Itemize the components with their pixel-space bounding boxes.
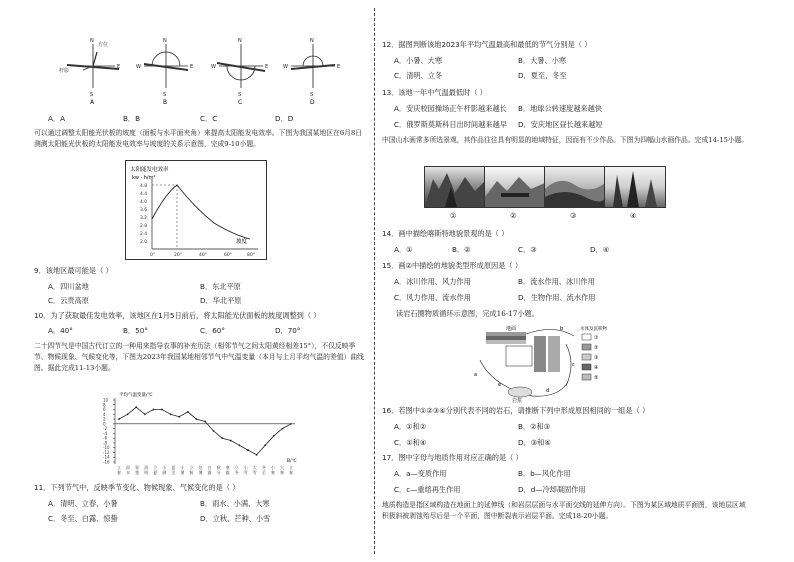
y-tick-label: -14 [103,454,110,460]
svg-text:③: ③ [594,355,599,361]
svg-text:60°: 60° [224,253,232,258]
svg-text:S: S [163,92,167,98]
q16-option-d[interactable]: D．③和④ [518,438,551,447]
intro-18-20: 地质构造是指区域构造在地面上的延伸线（和岩层层面与水平面交线的延伸方向）。下图为某区域地质平面图，该地层区域积极斜被剥蚀殆尽后是一个平面，图中断裂表示岩层平面。完成18-20小题。 [382,501,746,520]
temp-data-point [170,413,172,415]
x-term-label-top: 立 [153,465,158,470]
x-term-label-bottom: 夏 [153,470,158,475]
temp-data-point [213,430,215,432]
svg-text:②: ② [594,345,599,351]
x-term-label-top: 立 [117,465,121,470]
y-tick-label: -4 [103,430,107,436]
q14-option-b[interactable]: B．② [452,245,471,254]
svg-text:4.8: 4.8 [140,184,148,189]
temp-data-point [230,440,232,442]
x-term-label-top: 清 [144,465,149,470]
q9-stem: 9．该地区最可能是（ ） [34,266,113,275]
x-term-label-top: 冬 [261,465,266,470]
q10-option-d[interactable]: D．70° [275,326,301,335]
q15-option-d[interactable]: D．生物作用、流水作用 [518,293,596,302]
efficiency-chart-svg [126,161,266,259]
q11-option-d[interactable]: D．立秋、芒种、小雪 [200,514,271,523]
q13-option-c[interactable]: C．俄罗斯莫斯科日出时间越来越早 [394,120,507,129]
temp-data-point [178,416,180,418]
temp-data-point [144,413,146,415]
q11-stem: 11．下列节气中，反映季节变化、物候现象、气候变化的是（ ） [34,483,240,492]
q8-option-d[interactable]: D．D [275,114,294,123]
x-term-label-bottom: 明 [144,470,149,475]
svg-text:4.4: 4.4 [140,192,148,197]
q16-option-c[interactable]: C．①和④ [394,438,427,447]
temp-data-point [127,413,129,415]
svg-text:40°: 40° [199,253,207,258]
temp-data-point [118,418,120,420]
svg-text:2.4: 2.4 [140,232,148,237]
svg-text:坡度: 坡度 [236,239,248,245]
svg-text:杆影: 杆影 [59,68,70,74]
svg-text:S: S [310,92,314,98]
svg-text:D: D [310,99,315,106]
svg-text:2.8: 2.8 [140,224,148,229]
svg-text:⑤: ⑤ [594,375,599,381]
temp-data-point [256,454,258,456]
temp-data-point [273,435,275,437]
svg-text:20°: 20° [174,253,182,258]
temp-data-point [196,418,198,420]
q12-option-d[interactable]: D．夏至、冬至 [518,71,567,80]
svg-text:N: N [310,38,314,44]
x-term-label-top: 立 [289,465,293,470]
intro-9-10: 可以通过调整太阳能光伏板的坡度（面板与水平面夹角）来提高太阳能发电效率。下图为我国某地区在6月8日测测太阳能光伏板的太阳能发电效率与坡度的关系示意图，完成9-10小题。 [34,129,363,148]
q15-option-c[interactable]: C．风力作用、流水作用 [394,293,471,302]
svg-text:A: A [90,99,95,106]
q9-option-d[interactable]: D．华北平原 [200,296,242,305]
svg-text:a: a [474,372,478,378]
svg-text:d: d [546,388,550,394]
temp-data-point [282,428,284,430]
painting-label-3: ③ [570,211,577,220]
svg-text:S: S [238,92,242,98]
y-tick-label: -6 [103,435,107,441]
temp-chart-ylabel: 平均气温变量/℃ [119,393,153,398]
efficiency-curve [152,185,250,239]
q14-option-d[interactable]: D．④ [590,245,610,254]
x-term-label-bottom: 寒 [270,470,275,475]
q10-stem: 10．为了获取最佳发电效率，该地区在1月5日前后，将太阳能光伏面板的坡度调整到（ ） [34,311,321,320]
painting-label-4: ④ [630,211,637,220]
painting-2 [484,166,546,208]
svg-text:0°: 0° [150,253,156,258]
q16-stem: 16．若图中①②③④分别代表不同的岩石，请推断下列中形成原因相同的一组是（ ） [382,406,650,415]
q11-option-a[interactable]: A．清明、立春、小暑 [48,499,118,508]
q12-stem: 12．据图判断该地2023年平均气温最高和最低的节气分别是（ ） [382,40,592,49]
temp-data-point [135,406,137,408]
q12-option-b[interactable]: B．大暑、小寒 [518,56,567,65]
q13-option-a[interactable]: A．安庆校园操场正午杆影越来越长 [394,104,507,113]
q17-option-b[interactable]: B．b—风化作用 [518,469,571,478]
temp-data-point [161,409,163,411]
x-term-label-bottom: 分 [216,470,221,475]
compass-d [283,38,340,98]
y-tick-label: 2 [103,416,106,422]
x-term-label-top: 夏 [171,465,176,470]
q13-option-d[interactable]: D．安庆地区昼长越来越短 [518,120,603,129]
q14-option-c[interactable]: C．③ [518,245,537,254]
compass-a [59,38,120,98]
q9-option-b[interactable]: B．东北平原 [200,282,241,291]
svg-text:W: W [136,64,141,70]
svg-text:①: ① [594,335,599,341]
q13-stem: 13．该地一年中气温最低时（ ） [382,88,487,97]
q10-option-a[interactable]: A．40° [48,326,73,335]
q11-option-c[interactable]: C．冬至、白露、惊蛰 [48,514,118,523]
svg-text:E: E [190,64,194,70]
temp-chart-unit: B/℃ [287,459,297,464]
efficiency-chart-title: 太阳能发电效率 [130,167,169,173]
svg-text:C: C [238,99,243,106]
q15-stem: 15．画②中描绘的地貌类型形成原因是（ ） [382,261,523,270]
svg-text:E: E [117,64,121,70]
x-term-label-bottom: 寒 [279,470,284,475]
svg-text:N: N [90,38,94,44]
svg-text:方位: 方位 [98,42,109,48]
q17-option-d[interactable]: D．d—冷却凝固作用 [518,485,586,494]
y-tick-label: 8 [103,402,106,408]
q17-option-a[interactable]: A．a—变质作用 [394,469,447,478]
x-term-label-bottom: 雪 [252,470,257,475]
svg-text:W: W [211,64,216,70]
x-term-label-top: 小 [270,465,275,470]
q8-option-b[interactable]: B．B [123,114,141,123]
svg-text:b: b [560,326,564,332]
q16-option-b[interactable]: B．②和③ [518,422,551,431]
q14-option-a[interactable]: A．① [394,245,413,254]
compass-c [211,38,268,98]
q12-option-a[interactable]: A．小暑、大寒 [394,56,443,65]
svg-text:80°: 80° [247,253,255,258]
q14-stem: 14．画中描绘喀斯特地貌景观的是（ ） [382,229,509,238]
temp-data-point [264,444,266,446]
x-term-label-bottom: 春 [117,470,121,475]
y-tick-label: 10 [103,397,109,403]
x-term-label-top: 寒 [225,465,230,470]
q9-option-a[interactable]: A．四川盆地 [48,282,89,291]
x-term-label-bottom: 秋 [189,470,194,475]
x-term-label-top: 大 [279,465,284,470]
x-term-label-bottom: 雪 [243,470,248,475]
painting-label-1: ① [450,211,457,220]
x-term-label-bottom: 露 [207,470,212,475]
rock-magma-label: 岩浆 [512,398,523,404]
y-tick-label: 0 [103,421,106,427]
temp-data-point [239,444,241,446]
x-term-label-bottom: 蛰 [135,470,140,475]
svg-text:S: S [90,92,94,98]
svg-text:N: N [238,38,242,44]
y-tick-label: -10 [103,445,110,451]
svg-text:B: B [163,99,168,106]
svg-text:3.2: 3.2 [140,216,148,221]
painting-3 [544,166,606,208]
svg-text:E: E [265,64,269,70]
q11-option-b[interactable]: B．雨水、小满、大寒 [200,499,270,508]
svg-text:2.0: 2.0 [140,240,148,245]
svg-text:e: e [498,382,502,388]
x-term-label-bottom: 冬 [234,470,239,475]
q8-option-c[interactable]: C．C [200,114,218,123]
q9-option-c[interactable]: C．云贵高原 [48,296,89,305]
x-term-label-bottom: 至 [261,470,266,475]
x-term-label-top: 处 [198,465,203,470]
x-term-label-top: 大 [252,465,257,470]
q17-option-c[interactable]: C．c—重熔再生作用 [394,485,461,494]
temp-data-point [290,423,292,425]
y-tick-label: -8 [103,440,107,446]
x-term-label-bottom: 暑 [198,470,203,475]
svg-text:W: W [283,64,288,70]
x-term-label-bottom: 至 [171,470,176,475]
efficiency-chart [125,160,267,260]
svg-text:E: E [337,64,341,70]
q15-option-a[interactable]: A．冰川作用、风力作用 [394,277,471,286]
q13-option-b[interactable]: B．地球公转速度越来越快 [518,104,602,113]
x-term-label-top: 雨 [126,465,131,470]
svg-text:c: c [572,362,575,368]
q12-option-c[interactable]: C．清明、立冬 [394,71,443,80]
x-term-label-bottom: 露 [225,470,230,475]
svg-text:④: ④ [594,365,599,371]
q10-option-b[interactable]: B．50° [123,326,148,335]
temp-data-point [153,409,155,411]
svg-text:4.0: 4.0 [140,200,148,205]
compass-diagrams [58,38,348,108]
q15-option-b[interactable]: B．流水作用、冰川作用 [518,277,595,286]
x-term-label-top: 秋 [216,465,221,470]
x-term-label-top: 立 [189,465,194,470]
painting-label-2: ② [510,211,517,220]
x-term-label-bottom: 暑 [180,470,185,475]
rock-top-label: 地面 [506,326,517,332]
rock-legend-title: 水体及沉积物 [580,327,607,332]
efficiency-chart-unit: kw · h/m² [132,175,156,181]
y-tick-label: -2 [103,426,107,432]
x-term-label-top: 小 [162,465,167,470]
x-term-label-top: 立 [234,465,239,470]
column-divider [374,8,375,554]
q10-option-c[interactable]: C．60° [200,326,225,335]
q16-option-a[interactable]: A．①和② [394,422,427,431]
q8-option-a[interactable]: A．A [48,114,66,123]
x-term-label-bottom: 春 [289,470,293,475]
intro-11-13: 二十四节气是中国古代订立的一种用来指导农事的补充历法（相邻节气之间太阳黄经相差15°），不仅反映季节、物候现象、气候变化等，下图为2023年我国某地相邻节气中气温变量（本月与上月平均气温的差值）曲线图。据此完成11-13小题。 [34,342,364,372]
painting-1 [424,166,486,208]
x-term-label-top: 惊 [135,465,140,470]
painting-4 [604,166,666,208]
y-tick-label: -16 [103,459,110,465]
x-term-label-bottom: 水 [126,470,131,475]
x-term-label-top: 小 [180,465,185,470]
temp-data-point [187,411,189,413]
q17-stem: 17．图中字母与地质作用对应正确的是（ ） [382,453,523,462]
intro-14-15: 中国山水画常多所选景观，其作品往往具有明显的地域特征，因而有不少作品。下图为四幅山水画作品。完成14-15小题。 [382,136,749,144]
temp-data-point [247,449,249,451]
y-tick-label: -12 [103,449,110,455]
rock-cycle-diagram [462,322,622,404]
compass-b [136,38,193,98]
intro-16-17: 读岩石圈物质循环示意图，完成16-17小题。 [396,309,539,318]
svg-text:3.6: 3.6 [140,208,148,213]
temp-change-chart [95,388,305,478]
x-term-label-top: 白 [207,465,212,470]
y-tick-label: 6 [103,407,106,413]
svg-text:N: N [163,38,167,44]
x-term-label-top: 小 [243,465,248,470]
y-tick-label: 4 [103,411,106,417]
x-term-label-bottom: 满 [162,470,167,475]
temp-data-point [221,437,223,439]
temp-data-point [204,421,206,423]
